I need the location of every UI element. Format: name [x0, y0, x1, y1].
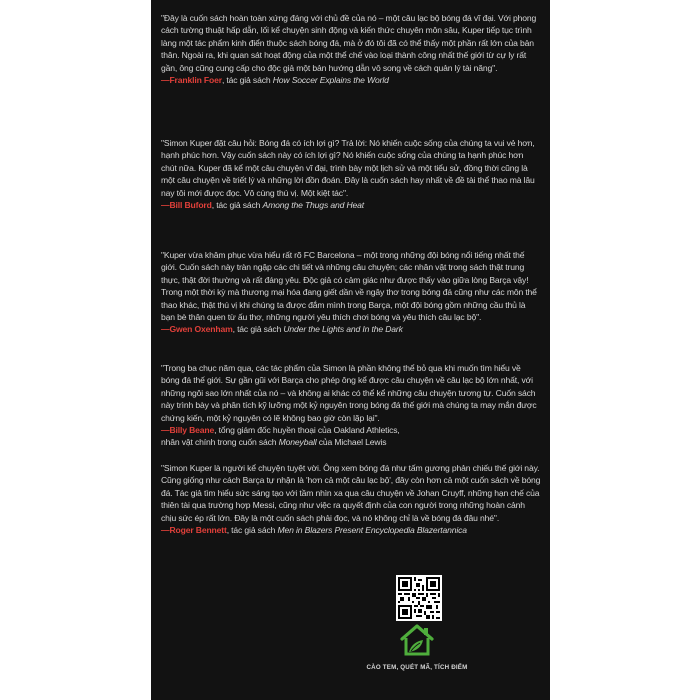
reviewer-name: —Gwen Oxenham	[161, 324, 233, 335]
review-5	[161, 462, 541, 536]
reviewer-name: —Franklin Foer	[161, 75, 222, 86]
reviewer-role: , tác giả sách	[211, 200, 263, 211]
house-logo-icon	[399, 622, 435, 658]
review-quote: "Đây là cuốn sách hoàn toàn xứng đáng với chủ đề của nó – một câu lạc bộ bóng đá vĩ đại. Với phong cách tường thuật hấp dẫn, lối kể chuyện sinh động và kiến thức chuyên môn sâu, Kuper tiếp tục trình làng một tác phẩm kinh điển thuộc sách bóng đá, mà ở đó tôi đã có thể thấy một phần rất lớn của bản thân. Ngoài ra, khi quan sát hoạt động của một thể chế vào loại thành công nhất thế giới từ cự ly rất gần, ông cũng cung cấp cho độc giả một bản hướng dẫn vô song về cách quản lý tài năng".	[161, 13, 537, 73]
reviewer-name: —Billy Beane	[161, 425, 215, 436]
review-attribution	[161, 199, 541, 211]
review-quote: "Simon Kuper là người kể chuyện tuyệt vời. Ông xem bóng đá như tấm gương phản chiếu thế giới này. Cũng giống như cách Barça tự nhận là 'hơn cả một câu lạc bộ', đây còn hơn cả một cuốn sách về bóng đá. Tác giả tìm hiểu sức sáng tạo với tầm nhìn xa qua câu chuyện về Johan Cruyff, những hạn chế của thiên tài qua trường hợp Messi, cũng như việc ra quyết định của con người trong những hoàn cảnh chịu sức ép rất lớn. Đây là một cuốn sách phải đọc, và nó không chỉ là về bóng đá đâu nhé".	[161, 463, 541, 523]
back-cover	[151, 0, 550, 700]
review-attribution	[161, 323, 541, 335]
reviewer-author-2: Michael Lewis	[334, 437, 387, 448]
review-quote: "Trong ba chục năm qua, các tác phẩm của Simon là phần không thể bỏ qua khi muốn tìm hiểu về bóng đá thế giới. Sự gần gũi với Barça cho phép ông kể được câu chuyện về câu lạc bộ lớn nhất, với những ngôi sao lớn nhất của nó – và không ai khác có thể kể những câu chuyện tương tự. Cuốn sách này trình bày và phân tích kỹ lưỡng một kỷ nguyên trong bóng đá thế giới mà chúng ta may mắn được chứng kiến, một kỷ nguyên có lẽ không bao giờ còn lặp lại".	[161, 363, 537, 423]
reviewer-role: , tác giả sách	[226, 525, 278, 536]
reviewer-book: Among the Thugs and Heat	[262, 200, 365, 211]
qr-caption: CÀO TEM, QUÉT MÃ, TÍCH ĐIỂM	[366, 664, 468, 671]
review-attribution	[161, 524, 541, 536]
review-2	[161, 137, 541, 211]
reviewer-role-3: của	[316, 437, 335, 448]
reviewer-club: Oakland Athletics	[333, 425, 398, 436]
review-quote: "Kuper vừa khâm phục vừa hiểu rất rõ FC Barcelona – một trong những đội bóng nổi tiếng nhất thế giới. Cuốn sách này tràn ngập các chi tiết và những câu chuyện; các nhân vật trong sách thật trung thực, thật đời thường và rất đáng yêu. Độc giả có cảm giác như được thấy vào giữa lòng Barça vậy! Trong một thời kỳ mà thương mại hóa đang giết dần về ngây thơ trong bóng đá cũng như các môn thể thao khác, thật thú vị khi chúng ta được đắm mình trong Barça, một đội bóng gồm những cầu thủ là bạn bè thân quen từ ấu thơ, những người yêu thích chơi bóng và yêu thích câu lạc bộ".	[161, 250, 537, 323]
reviewer-name: —Bill Buford	[161, 200, 212, 211]
reviewer-book: Under the Lights and In the Dark	[283, 324, 403, 335]
reviewer-book: How Soccer Explains the World	[272, 75, 389, 86]
review-3	[161, 249, 541, 336]
reviewer-book-2: Moneyball	[278, 437, 317, 448]
review-4	[161, 362, 541, 449]
reviewer-name: —Roger Bennett	[161, 525, 227, 536]
reviewer-role: , tổng giám đốc huyền thoại của	[214, 425, 334, 436]
reviewer-role: , tác giả sách	[221, 75, 273, 86]
reviewer-role: , tác giả sách	[232, 324, 284, 335]
reviewer-book: Men in Blazers Present Encyclopedia Blazertannica	[277, 525, 467, 536]
review-attribution	[161, 74, 541, 86]
reviewer-role-2: nhân vật chính trong cuốn sách	[161, 437, 279, 448]
review-1	[161, 12, 541, 86]
review-quote: "Simon Kuper đặt câu hỏi: Bóng đá có ích lợi gì? Trả lời: Nó khiến cuộc sống của chúng ta vui vẻ hơn, hạnh phúc hơn. Vậy cuốn sách này có ích lợi gì? Nó khiến cuộc sống của chúng ta hạnh phúc hơn chút nữa. Kuper đã kể một câu chuyện vĩ đại, trình bày một lịch sử và một tiểu sử, đồng thời cũng là một câu chuyện về triết lý và những lời đồn đoán. Đây là cuốn sách hay nhất về đề tài thể thao mà lâu nay tôi mới được đọc. Vô cùng thú vị. Một kiệt tác".	[161, 138, 535, 198]
review-attribution: —Billy Beane, tổng giám đốc huyền thoại của Oakland Athletics, nhân vật chính trong cuốn sách Moneyball của Michael Lewis	[161, 425, 400, 448]
qr-code-icon[interactable]	[396, 575, 442, 621]
